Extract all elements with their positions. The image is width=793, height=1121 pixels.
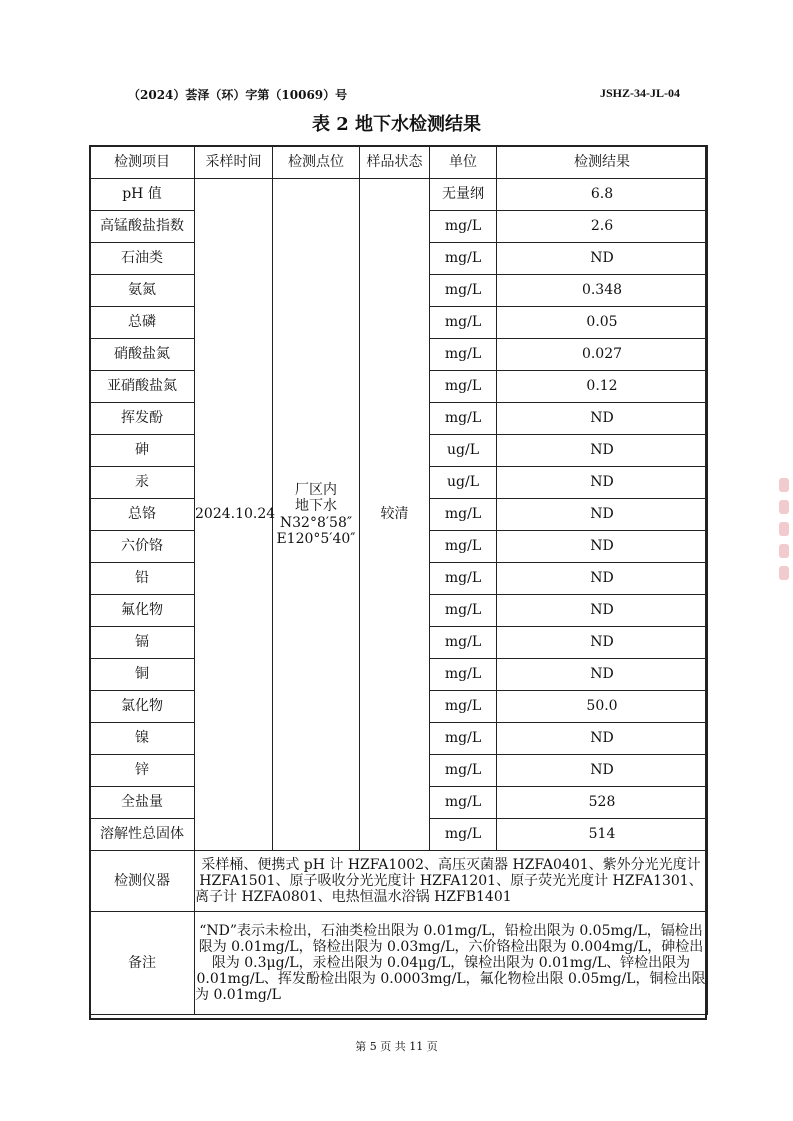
result-cell: 514: [497, 819, 708, 851]
item-cell: 氟化物: [90, 595, 195, 627]
column-header: 检测点位: [273, 146, 360, 179]
column-header: 采样时间: [195, 146, 273, 179]
unit-cell: mg/L: [430, 755, 497, 787]
item-cell: 六价铬: [90, 531, 195, 563]
unit-cell: mg/L: [430, 531, 497, 563]
result-cell: ND: [497, 755, 708, 787]
item-cell: 挥发酚: [90, 403, 195, 435]
item-cell: 氯化物: [90, 691, 195, 723]
column-header: 检测项目: [90, 146, 195, 179]
instrument-label: 检测仪器: [90, 851, 195, 912]
unit-cell: mg/L: [430, 819, 497, 851]
result-cell: ND: [497, 723, 708, 755]
result-cell: 2.6: [497, 211, 708, 243]
results-table: [89, 145, 708, 1015]
location-line: N32°8′58″: [279, 514, 353, 531]
item-cell: 镍: [90, 723, 195, 755]
item-cell: 氨氮: [90, 275, 195, 307]
note-row: [90, 912, 708, 1015]
result-cell: ND: [497, 563, 708, 595]
unit-cell: mg/L: [430, 371, 497, 403]
column-header: 检测结果: [497, 146, 708, 179]
result-cell: ND: [497, 531, 708, 563]
unit-cell: mg/L: [430, 787, 497, 819]
result-cell: 0.027: [497, 339, 708, 371]
unit-cell: mg/L: [430, 211, 497, 243]
unit-cell: mg/L: [430, 595, 497, 627]
result-cell: 0.05: [497, 307, 708, 339]
location-line: 地下水: [295, 498, 337, 515]
sample-state-cell: 较清: [360, 179, 430, 851]
location-line: E120°5′40″: [276, 530, 356, 547]
result-cell: 528: [497, 787, 708, 819]
unit-cell: mg/L: [430, 627, 497, 659]
seal-stamp-edge: [779, 470, 793, 640]
result-cell: ND: [497, 595, 708, 627]
item-cell: 铜: [90, 659, 195, 691]
column-header: 单位: [430, 146, 497, 179]
item-cell: 石油类: [90, 243, 195, 275]
unit-cell: mg/L: [430, 307, 497, 339]
result-cell: ND: [497, 435, 708, 467]
unit-cell: ug/L: [430, 467, 497, 499]
unit-cell: mg/L: [430, 723, 497, 755]
table-header-row: [90, 146, 708, 179]
item-cell: pH 值: [90, 179, 195, 211]
result-cell: 6.8: [497, 179, 708, 211]
item-cell: 总铬: [90, 499, 195, 531]
note-text: “ND”表示未检出，石油类检出限为 0.01mg/L，铅检出限为 0.05mg/L，镉检出限为 0.01mg/L，铬检出限为 0.03mg/L，六价铬检出限为 0.004mg/L，砷检出限为 0.3μg/L，汞检出限为 0.04μg/L，镍检出限为 0.01mg/L、锌检出限为 0.01mg/L、挥发酚检出限为 0.0003mg/L，氟化物检出限 0.05mg/L，铜检出限为 0.01mg/L: [195, 912, 708, 1015]
note-label: 备注: [90, 912, 195, 1015]
unit-cell: mg/L: [430, 659, 497, 691]
item-cell: 铅: [90, 563, 195, 595]
unit-cell: mg/L: [430, 339, 497, 371]
unit-cell: ug/L: [430, 435, 497, 467]
form-code: JSHZ-34-JL-04: [600, 86, 681, 100]
item-cell: 全盐量: [90, 787, 195, 819]
unit-cell: mg/L: [430, 499, 497, 531]
unit-cell: mg/L: [430, 243, 497, 275]
result-cell: ND: [497, 243, 708, 275]
item-cell: 砷: [90, 435, 195, 467]
result-cell: 0.12: [497, 371, 708, 403]
item-cell: 高锰酸盐指数: [90, 211, 195, 243]
result-cell: ND: [497, 627, 708, 659]
item-cell: 锌: [90, 755, 195, 787]
item-cell: 总磷: [90, 307, 195, 339]
item-cell: 溶解性总固体: [90, 819, 195, 851]
item-cell: 亚硝酸盐氮: [90, 371, 195, 403]
unit-cell: mg/L: [430, 691, 497, 723]
result-cell: ND: [497, 467, 708, 499]
result-cell: ND: [497, 659, 708, 691]
result-cell: ND: [497, 403, 708, 435]
unit-cell: mg/L: [430, 275, 497, 307]
unit-cell: 无量纲: [430, 179, 497, 211]
result-cell: ND: [497, 499, 708, 531]
item-cell: 镉: [90, 627, 195, 659]
page-footer: 第 5 页 共 11 页: [355, 1040, 438, 1053]
item-cell: 硝酸盐氮: [90, 339, 195, 371]
location-cell: [273, 179, 360, 851]
item-cell: 汞: [90, 467, 195, 499]
result-cell: 50.0: [497, 691, 708, 723]
unit-cell: mg/L: [430, 563, 497, 595]
result-cell: 0.348: [497, 275, 708, 307]
table-body: [90, 179, 708, 851]
location-line: 厂区内: [295, 482, 337, 499]
instrument-text: 采样桶、便携式 pH 计 HZFA1002、高压灭菌器 HZFA0401、紫外分光光度计 HZFA1501、原子吸收分光光度计 HZFA1201、原子荧光光度计 HZFA1301、离子计 HZFA0801、电热恒温水浴锅 HZFB1401: [195, 851, 708, 912]
sample-time-cell: 2024.10.24: [195, 179, 273, 851]
instrument-row: [90, 851, 708, 912]
table-row: [90, 179, 708, 211]
column-header: 样品状态: [360, 146, 430, 179]
document-number: （2024）荟泽（环）字第（10069）号: [128, 88, 348, 102]
page-title: 表 2 地下水检测结果: [311, 114, 482, 135]
unit-cell: mg/L: [430, 403, 497, 435]
